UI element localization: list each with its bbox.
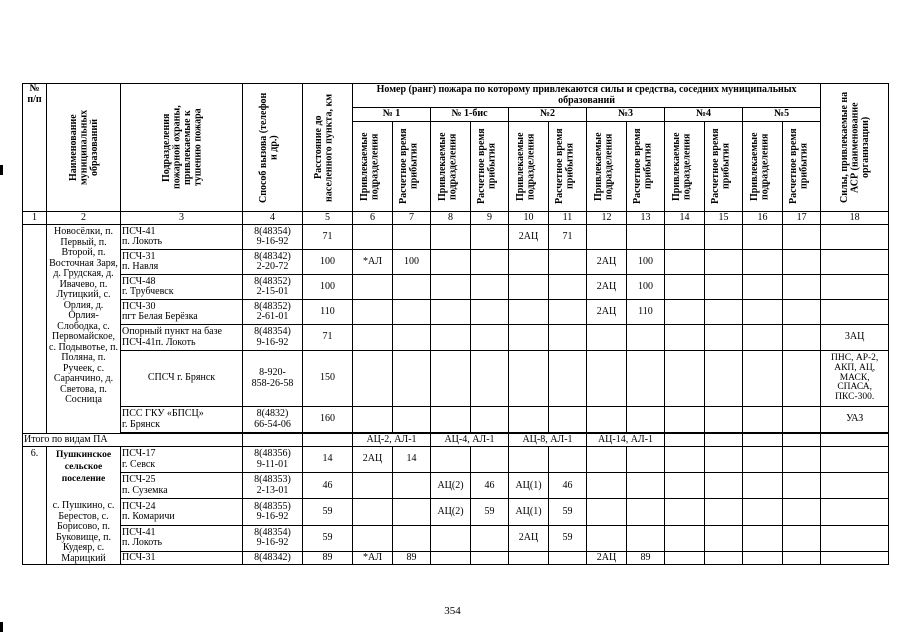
call-phone: 8(48355) 9-16-92 [243, 499, 303, 525]
table-row [23, 525, 889, 551]
cell: 2АЦ [353, 447, 393, 473]
cell [705, 351, 743, 407]
cell [743, 434, 783, 447]
asr-cell [821, 250, 889, 275]
col-number: 6 [353, 212, 393, 225]
cell [393, 407, 431, 433]
cell [743, 499, 783, 525]
cell: 46 [471, 473, 509, 499]
distance: 59 [303, 525, 353, 551]
cell [393, 225, 431, 250]
sub-time: Расчетное время прибытия [627, 122, 665, 212]
scan-mark [0, 165, 3, 175]
cell [705, 499, 743, 525]
sub-units: Привлекаемые подразделения [353, 122, 393, 212]
totals-rank-1: АЦ-2, АЛ-1 [353, 434, 431, 447]
call-phone: 8(48354) 9-16-92 [243, 325, 303, 351]
col-number: 13 [627, 212, 665, 225]
cell [627, 447, 665, 473]
cell [665, 525, 705, 551]
asr-cell: УАЗ [821, 407, 889, 433]
totals-row [23, 434, 889, 447]
cell [821, 434, 889, 447]
table-row [23, 499, 889, 525]
unit-name: ПСЧ-31 [121, 551, 243, 564]
unit-name: ПСС ГКУ «БПСЦ» г. Брянск [121, 407, 243, 433]
sub-units: Привлекаемые подразделения [743, 122, 783, 212]
cell [509, 551, 549, 564]
sub-units: Привлекаемые подразделения [431, 122, 471, 212]
totals-rank-3: АЦ-14, АЛ-1 [587, 434, 665, 447]
cell [627, 525, 665, 551]
col-number: 4 [243, 212, 303, 225]
cell [471, 250, 509, 275]
cell [549, 325, 587, 351]
cell [471, 447, 509, 473]
col-number: 10 [509, 212, 549, 225]
cell [549, 300, 587, 325]
header-distance: Расстояние до населенного пункта, км [303, 84, 353, 212]
cell [665, 250, 705, 275]
cell [587, 225, 627, 250]
table-row [23, 447, 889, 473]
cell [783, 225, 821, 250]
col-number: 1 [23, 212, 47, 225]
sub-time: Расчетное время прибытия [471, 122, 509, 212]
unit-name: ПСЧ-24 п. Комаричи [121, 499, 243, 525]
cell: 59 [471, 499, 509, 525]
call-phone: 8(48352) 2-61-01 [243, 300, 303, 325]
cell: 14 [393, 447, 431, 473]
cell: 89 [393, 551, 431, 564]
cell [471, 275, 509, 300]
cell [471, 351, 509, 407]
cell [743, 351, 783, 407]
call-phone: 8(48354) 9-16-92 [243, 225, 303, 250]
distance: 160 [303, 407, 353, 433]
cell: 2АЦ [587, 300, 627, 325]
distance: 100 [303, 250, 353, 275]
cell [665, 325, 705, 351]
cell [431, 551, 471, 564]
cell [587, 325, 627, 351]
rank-1-bis: № 1-бис [431, 108, 509, 122]
asr-cell [821, 300, 889, 325]
cell [743, 407, 783, 433]
cell [549, 407, 587, 433]
cell [587, 351, 627, 407]
cell [471, 525, 509, 551]
cell [665, 499, 705, 525]
unit-name: ПСЧ-41 п. Локоть [121, 525, 243, 551]
table-row [23, 300, 889, 325]
asr-cell: 3АЦ [821, 325, 889, 351]
rank-4: №4 [665, 108, 743, 122]
col-number: 12 [587, 212, 627, 225]
col-number: 3 [121, 212, 243, 225]
fire-resources-table [22, 83, 889, 565]
cell [431, 325, 471, 351]
cell [665, 551, 705, 564]
totals-rank-1-bis: АЦ-4, АЛ-1 [431, 434, 509, 447]
cell [549, 551, 587, 564]
cell [509, 447, 549, 473]
cell [471, 407, 509, 433]
asr-cell [821, 525, 889, 551]
col-number: 9 [471, 212, 509, 225]
cell: 71 [549, 225, 587, 250]
col-number: 14 [665, 212, 705, 225]
cell [393, 473, 431, 499]
cell [431, 275, 471, 300]
unit-name: ПСЧ-41 п. Локоть [121, 225, 243, 250]
header-num: № п/п [23, 84, 47, 212]
cell [431, 300, 471, 325]
cell [665, 351, 705, 407]
asr-cell: ПНС, АР-2, АКП, АЦ, МАСК, СПАСА, ПКС-300. [821, 351, 889, 407]
cell [665, 300, 705, 325]
cell: 2АЦ [587, 551, 627, 564]
cell: 2АЦ [509, 225, 549, 250]
towns-list [47, 447, 121, 565]
cell [431, 225, 471, 250]
cell [705, 473, 743, 499]
cell [549, 351, 587, 407]
cell [665, 447, 705, 473]
cell: 46 [549, 473, 587, 499]
cell [471, 300, 509, 325]
sub-time: Расчетное время прибытия [549, 122, 587, 212]
municipality-name: Пушкинское сельское поселение [55, 450, 112, 484]
row-num: 6. [23, 447, 47, 565]
rank-3: №3 [587, 108, 665, 122]
cell: АЦ(2) [431, 499, 471, 525]
cell [705, 434, 743, 447]
cell [783, 551, 821, 564]
call-phone: 8(48354) 9-16-92 [243, 525, 303, 551]
cell [303, 434, 353, 447]
cell [587, 473, 627, 499]
asr-cell [821, 499, 889, 525]
cell [509, 325, 549, 351]
cell [743, 275, 783, 300]
asr-cell [821, 275, 889, 300]
table-row [23, 275, 889, 300]
cell [431, 407, 471, 433]
cell [783, 275, 821, 300]
call-phone: 8(48342) 2-20-72 [243, 250, 303, 275]
header-call-method: Способ вызова (телефон и др.) [243, 84, 303, 212]
cell [549, 447, 587, 473]
cell: 2АЦ [587, 250, 627, 275]
cell [509, 407, 549, 433]
table-row [23, 325, 889, 351]
cell [549, 275, 587, 300]
distance: 71 [303, 325, 353, 351]
cell [783, 499, 821, 525]
cell [627, 473, 665, 499]
col-number: 8 [431, 212, 471, 225]
cell [665, 434, 705, 447]
cell [353, 407, 393, 433]
page-number: 354 [444, 605, 461, 617]
cell [587, 447, 627, 473]
distance: 46 [303, 473, 353, 499]
distance: 71 [303, 225, 353, 250]
cell: 59 [549, 499, 587, 525]
asr-cell [821, 447, 889, 473]
cell [471, 325, 509, 351]
sub-units: Привлекаемые подразделения [665, 122, 705, 212]
distance: 150 [303, 351, 353, 407]
cell [627, 499, 665, 525]
cell [393, 525, 431, 551]
cell [743, 300, 783, 325]
cell [393, 275, 431, 300]
cell: 2АЦ [509, 525, 549, 551]
cell [783, 407, 821, 433]
cell [783, 473, 821, 499]
cell [705, 407, 743, 433]
cell [353, 275, 393, 300]
cell [393, 325, 431, 351]
cell [743, 551, 783, 564]
rank-5: №5 [743, 108, 821, 122]
cell [665, 225, 705, 250]
cell: АЦ(1) [509, 499, 549, 525]
call-phone: 8(48356) 9-11-01 [243, 447, 303, 473]
table-row [23, 351, 889, 407]
col-number: 5 [303, 212, 353, 225]
cell [705, 551, 743, 564]
cell [509, 275, 549, 300]
cell [627, 351, 665, 407]
call-phone: 8(48353) 2-13-01 [243, 473, 303, 499]
sub-units: Привлекаемые подразделения [587, 122, 627, 212]
unit-name: ПСЧ-17 г. Севск [121, 447, 243, 473]
table-row [23, 250, 889, 275]
col-number: 2 [47, 212, 121, 225]
cell: 100 [393, 250, 431, 275]
cell: *АЛ [353, 250, 393, 275]
cell [587, 525, 627, 551]
cell: 100 [627, 250, 665, 275]
cell [743, 525, 783, 551]
unit-name: СПСЧ г. Брянск [121, 351, 243, 407]
header-asr: Силы, привлекаемые на АСР (наименование организации) [821, 84, 889, 212]
distance: 14 [303, 447, 353, 473]
col-number: 18 [821, 212, 889, 225]
sub-time: Расчетное время прибытия [783, 122, 821, 212]
cell [705, 250, 743, 275]
call-phone: 8(4832) 66-54-06 [243, 407, 303, 433]
header-municipality: Наименование муниципальных образований [47, 84, 121, 212]
asr-cell [821, 225, 889, 250]
cell [743, 250, 783, 275]
cell [471, 225, 509, 250]
cell [705, 447, 743, 473]
cell: АЦ(2) [431, 473, 471, 499]
cell: 100 [627, 275, 665, 300]
unit-name: ПСЧ-25 п. Суземка [121, 473, 243, 499]
cell [509, 351, 549, 407]
cell [743, 473, 783, 499]
cell [431, 447, 471, 473]
cell: 89 [627, 551, 665, 564]
cell [783, 525, 821, 551]
cell [243, 434, 303, 447]
cell [627, 225, 665, 250]
cell [627, 407, 665, 433]
cell [353, 300, 393, 325]
header-units: Подразделения пожарной охраны, привлекаемые к тушению пожара [121, 84, 243, 212]
col-number: 7 [393, 212, 431, 225]
cell [353, 499, 393, 525]
sub-time: Расчетное время прибытия [705, 122, 743, 212]
col-number: 16 [743, 212, 783, 225]
call-phone: 8(48352) 2-15-01 [243, 275, 303, 300]
cell [549, 250, 587, 275]
distance: 89 [303, 551, 353, 564]
cell [665, 275, 705, 300]
asr-cell [821, 551, 889, 564]
cell [705, 325, 743, 351]
sub-units: Привлекаемые подразделения [509, 122, 549, 212]
cell [665, 407, 705, 433]
cell [705, 225, 743, 250]
table-row [23, 407, 889, 433]
cell [705, 300, 743, 325]
unit-name: ПСЧ-31 п. Навля [121, 250, 243, 275]
cell [393, 499, 431, 525]
cell [705, 525, 743, 551]
rank-2: №2 [509, 108, 587, 122]
cell [353, 325, 393, 351]
cell [627, 325, 665, 351]
cell: 110 [627, 300, 665, 325]
table-row [23, 225, 889, 250]
cell [587, 407, 627, 433]
unit-name: Опорный пункт на базе ПСЧ-41п. Локоть [121, 325, 243, 351]
cell [783, 325, 821, 351]
distance: 100 [303, 275, 353, 300]
cell [509, 250, 549, 275]
cell [393, 300, 431, 325]
cell [353, 351, 393, 407]
col-number: 15 [705, 212, 743, 225]
cell: 59 [549, 525, 587, 551]
header-rank-group: Номер (ранг) пожара по которому привлекаются силы и средства, соседних муниципальных образований [353, 84, 821, 108]
towns-list: Новосёлки, п. Первый, п. Второй, п. Восточная Заря, д. Грудская, д. Ивачево, п. Лутицкий, с. Орлия, д. Орлия-Слободка, с. Первомайское, с. Подывотье, п. Поляна, п. Ручеек, с. Саранчино, д. Светова, п. Сосница [47, 225, 121, 434]
totals-rank-2: АЦ-8, АЛ-1 [509, 434, 587, 447]
cell [783, 351, 821, 407]
call-phone: 8(48342) [243, 551, 303, 564]
row-num [23, 225, 47, 434]
cell [743, 225, 783, 250]
totals-label: Итого по видам ПА [23, 434, 243, 447]
cell [783, 434, 821, 447]
cell [509, 300, 549, 325]
cell [743, 447, 783, 473]
towns-text: с. Пушкино, с. Берестов, с. Борисово, п. Буковище, п. Кудеяр, с. Марицкий [52, 500, 115, 564]
cell [783, 447, 821, 473]
cell: *АЛ [353, 551, 393, 564]
cell [393, 351, 431, 407]
unit-name: ПСЧ-30 пгт Белая Берёзка [121, 300, 243, 325]
cell [353, 225, 393, 250]
cell [783, 250, 821, 275]
distance: 59 [303, 499, 353, 525]
cell [665, 473, 705, 499]
asr-cell [821, 473, 889, 499]
call-phone: 8-920- 858-26-58 [243, 351, 303, 407]
distance: 110 [303, 300, 353, 325]
rank-1: № 1 [353, 108, 431, 122]
table-row [23, 551, 889, 564]
cell [431, 525, 471, 551]
cell [587, 499, 627, 525]
sub-time: Расчетное время прибытия [393, 122, 431, 212]
unit-name: ПСЧ-48 г. Трубчевск [121, 275, 243, 300]
col-number: 17 [783, 212, 821, 225]
cell: АЦ(1) [509, 473, 549, 499]
cell: 2АЦ [587, 275, 627, 300]
cell [471, 551, 509, 564]
cell [431, 351, 471, 407]
col-number: 11 [549, 212, 587, 225]
cell [783, 300, 821, 325]
cell [743, 325, 783, 351]
table-row [23, 473, 889, 499]
cell [705, 275, 743, 300]
cell [353, 525, 393, 551]
cell [353, 473, 393, 499]
scan-mark [0, 622, 3, 632]
cell [431, 250, 471, 275]
